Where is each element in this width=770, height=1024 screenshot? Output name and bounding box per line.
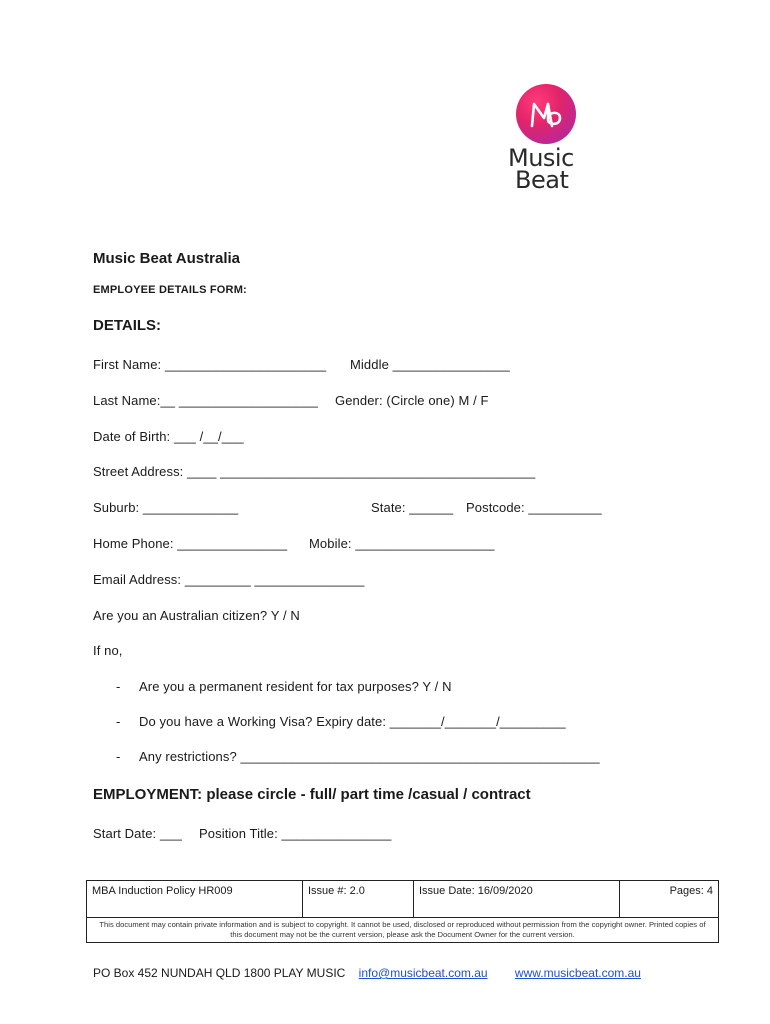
email-link[interactable]: info@musicbeat.com.au [358,966,488,980]
details-heading: DETAILS: [93,317,162,334]
company-name: Music Beat Australia [93,250,240,267]
gender-field[interactable]: Gender: (Circle one) M / F [335,393,489,408]
music-note-mb-logo-icon [516,84,576,144]
employment-heading: EMPLOYMENT: please circle - full/ part time /casual / contract [93,786,531,803]
issue-date-cell: Issue Date: 16/09/2020 [414,881,620,918]
policy-cell: MBA Induction Policy HR009 [87,881,303,918]
document-control-table [86,880,719,943]
postcode-field[interactable]: Postcode: __________ [466,500,602,515]
logo-word-bottom: Beat [515,166,569,194]
postal-address: PO Box 452 NUNDAH QLD 1800 PLAY MUSIC [93,966,346,980]
pages-cell: Pages: 4 [620,881,719,918]
working-visa-question: Do you have a Working Visa? Expiry date: _______/_______/_________ [139,714,566,729]
street-address-field[interactable]: Street Address: ____ ___________________________________________ [93,464,536,479]
middle-name-field[interactable]: Middle ________________ [350,357,510,372]
state-field[interactable]: State: ______ [371,500,454,515]
if-no-label: If no, [93,643,123,658]
website-link[interactable]: www.musicbeat.com.au [514,966,641,980]
bullet-dash: - [116,714,121,729]
permanent-resident-question: Are you a permanent resident for tax purposes? Y / N [139,679,452,694]
last-name-field[interactable]: Last Name:__ ___________________ [93,393,319,408]
citizen-question[interactable]: Are you an Australian citizen? Y / N [93,608,300,623]
form-title: EMPLOYEE DETAILS FORM: [93,284,247,296]
mobile-field[interactable]: Mobile: ___________________ [309,536,495,551]
first-name-field[interactable]: First Name: ______________________ [93,357,327,372]
suburb-field[interactable]: Suburb: _____________ [93,500,239,515]
issue-number-cell: Issue #: 2.0 [303,881,414,918]
start-date-field[interactable]: Start Date: ___ [93,826,182,841]
email-address-field[interactable]: Email Address: _________ _______________ [93,572,365,587]
position-title-field[interactable]: Position Title: _______________ [199,826,392,841]
logo-word-top: Music [508,144,574,172]
contact-line [93,966,641,980]
bullet-dash: - [116,749,121,764]
restrictions-field: Any restrictions? _________________________________________________ [139,749,600,764]
bullet-dash: - [116,679,121,694]
company-logo [500,80,600,200]
copyright-notice: This document may contain private information and is subject to copyright. It cannot be used, disclosed or reproduced without permission from the copyright owner. Printed copies of this document may not be the current version, please ask the Document Owner for the current version. [87,918,719,943]
home-phone-field[interactable]: Home Phone: _______________ [93,536,288,551]
date-of-birth-field[interactable]: Date of Birth: ___ /__/___ [93,429,244,444]
